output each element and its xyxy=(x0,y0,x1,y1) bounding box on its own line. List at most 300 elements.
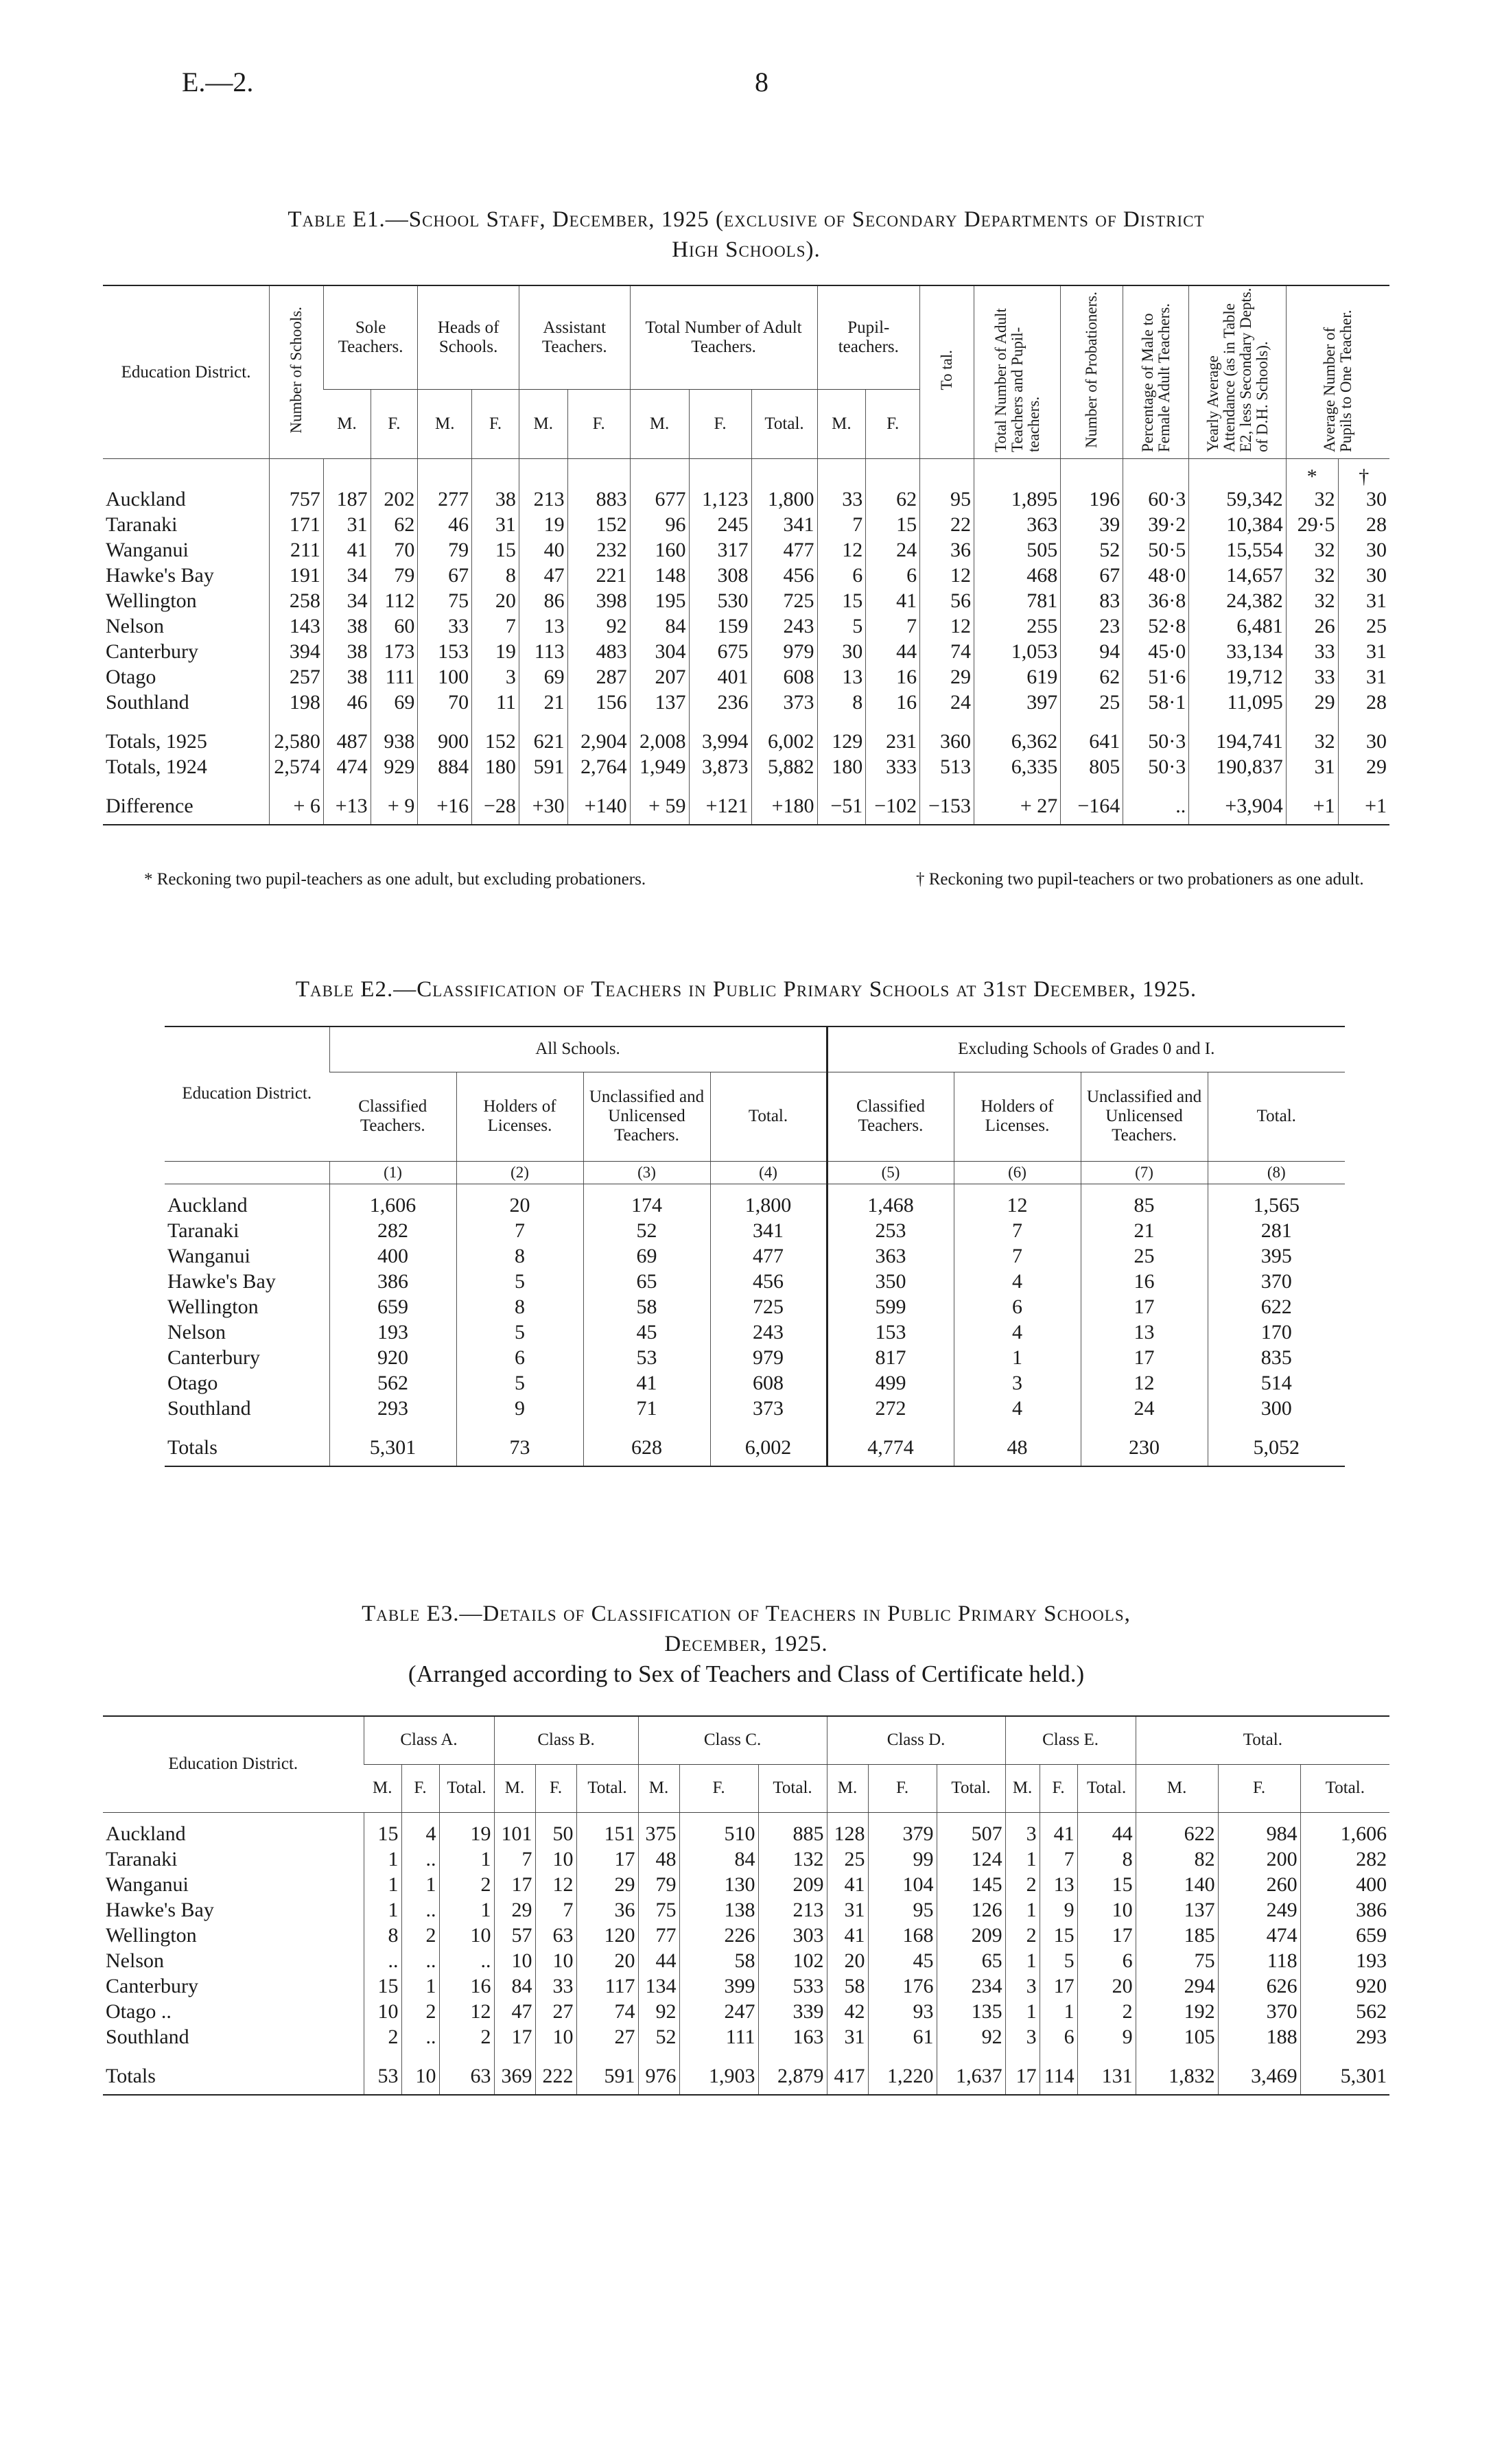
e1-value-cell: −51 xyxy=(817,779,866,825)
e1-value-cell: 84 xyxy=(630,613,689,639)
e1-value-cell: 195 xyxy=(630,588,689,613)
e3-value-cell: 417 xyxy=(827,2050,868,2095)
e3-value-cell: 5,301 xyxy=(1300,2050,1389,2095)
e1-sub-f: F. xyxy=(567,390,630,459)
e3-value-cell: 185 xyxy=(1136,1923,1218,1948)
e1-value-cell: 929 xyxy=(371,754,418,779)
e3-value-cell: 58 xyxy=(827,1973,868,1999)
e1-value-cell: 22 xyxy=(920,512,974,537)
e3-district-name: Nelson xyxy=(106,1949,164,1972)
e2-value-cell: 920 xyxy=(329,1345,456,1370)
e1-value-cell: −102 xyxy=(866,779,920,825)
e2-value-cell: 499 xyxy=(827,1370,954,1396)
e3-value-cell: 1,832 xyxy=(1136,2050,1218,2095)
e3-value-cell: 29 xyxy=(494,1897,535,1923)
e1-value-cell: 129 xyxy=(817,715,866,754)
e3-value-cell: 137 xyxy=(1136,1897,1218,1923)
e1-value-cell: 152 xyxy=(472,715,519,754)
e2-header-holders: Holders of Licenses. xyxy=(456,1072,583,1161)
table-row xyxy=(103,2024,1389,2050)
e2-value-cell: 608 xyxy=(710,1370,827,1396)
e1-value-cell: 153 xyxy=(418,639,472,664)
e3-value-cell: 2 xyxy=(439,2024,494,2050)
table-e3-title-line2: December, 1925. xyxy=(664,1632,828,1656)
e1-marker-cell xyxy=(371,459,418,487)
e1-sub-f: F. xyxy=(472,390,519,459)
e3-value-cell: 132 xyxy=(758,1846,827,1872)
e3-sub-m: M. xyxy=(1136,1764,1218,1812)
e3-value-cell: 61 xyxy=(868,2024,937,2050)
e1-value-cell: 45·0 xyxy=(1123,639,1189,664)
e1-value-cell: 62 xyxy=(371,512,418,537)
e3-value-cell: 84 xyxy=(494,1973,535,1999)
e1-value-cell: 112 xyxy=(371,588,418,613)
table-row xyxy=(165,1319,1345,1345)
e3-value-cell: 75 xyxy=(1136,1948,1218,1973)
e2-value-cell: 8 xyxy=(456,1294,583,1319)
e1-value-cell: 979 xyxy=(751,639,817,664)
e3-value-cell: 10 xyxy=(439,1923,494,1948)
e2-value-cell: 9 xyxy=(456,1396,583,1421)
table-row xyxy=(103,1812,1389,1846)
e3-value-cell: 74 xyxy=(576,1999,638,2024)
e1-marker-cell xyxy=(1061,459,1123,487)
e3-value-cell: 58 xyxy=(679,1948,758,1973)
e3-value-cell: 10 xyxy=(1077,1897,1136,1923)
e3-value-cell: 1 xyxy=(1005,1999,1040,2024)
e3-value-cell: .. xyxy=(364,1948,401,1973)
e3-value-cell: 247 xyxy=(679,1999,758,2024)
e2-value-cell: 243 xyxy=(710,1319,827,1345)
page-header xyxy=(0,66,1491,107)
e2-column-number: (8) xyxy=(1208,1161,1345,1184)
e2-value-cell: 370 xyxy=(1208,1269,1345,1294)
page-number: 8 xyxy=(755,67,768,97)
e3-value-cell: 562 xyxy=(1300,1999,1389,2024)
e2-value-cell: 835 xyxy=(1208,1345,1345,1370)
table-row xyxy=(103,563,1389,588)
e1-value-cell: 31 xyxy=(1338,588,1389,613)
e2-value-cell: 24 xyxy=(1081,1396,1208,1421)
e1-value-cell: 277 xyxy=(418,486,472,512)
e1-value-cell: 31 xyxy=(1286,754,1338,779)
e3-value-cell: 29 xyxy=(576,1872,638,1897)
e1-header-district: Education District. xyxy=(103,285,270,459)
e3-value-cell: 168 xyxy=(868,1923,937,1948)
table-row xyxy=(165,1269,1345,1294)
e1-value-cell: 24 xyxy=(920,690,974,715)
e2-value-cell: 400 xyxy=(329,1243,456,1269)
e3-value-cell: 10 xyxy=(494,1948,535,1973)
table-e1 xyxy=(103,285,1389,825)
e3-value-cell: 12 xyxy=(535,1872,576,1897)
e1-value-cell: 67 xyxy=(418,563,472,588)
e3-value-cell: 12 xyxy=(439,1999,494,2024)
e3-value-cell: 42 xyxy=(827,1999,868,2024)
table-e1-footnotes xyxy=(103,870,1389,897)
table-row xyxy=(165,1243,1345,1269)
e1-value-cell: 56 xyxy=(920,588,974,613)
e3-value-cell: 131 xyxy=(1077,2050,1136,2095)
e3-value-cell: 400 xyxy=(1300,1872,1389,1897)
e2-value-cell: 45 xyxy=(583,1319,710,1345)
e3-value-cell: 128 xyxy=(827,1812,868,1846)
e1-value-cell: 621 xyxy=(519,715,567,754)
e1-value-cell: 47 xyxy=(519,563,567,588)
e1-value-cell: 38 xyxy=(323,664,371,690)
e2-value-cell: 85 xyxy=(1081,1184,1208,1218)
e3-value-cell: 222 xyxy=(535,2050,576,2095)
e2-column-number: (4) xyxy=(710,1161,827,1184)
e2-value-cell: 7 xyxy=(954,1243,1081,1269)
e3-value-cell: 2 xyxy=(439,1872,494,1897)
e2-value-cell: 1,468 xyxy=(827,1184,954,1218)
e3-value-cell: 399 xyxy=(679,1973,758,1999)
e2-value-cell: 193 xyxy=(329,1319,456,1345)
e2-value-cell: 562 xyxy=(329,1370,456,1396)
e1-district-name: Totals, 1924 xyxy=(106,755,207,778)
e3-value-cell: 75 xyxy=(638,1897,679,1923)
e2-value-cell: 52 xyxy=(583,1218,710,1243)
e1-marker-cell xyxy=(519,459,567,487)
e1-value-cell: 31 xyxy=(323,512,371,537)
e1-value-cell: 675 xyxy=(689,639,751,664)
e3-value-cell: 13 xyxy=(1040,1872,1077,1897)
e3-value-cell: 10 xyxy=(364,1999,401,2024)
e3-value-cell: 885 xyxy=(758,1812,827,1846)
e1-value-cell: 10,384 xyxy=(1189,512,1287,537)
e3-value-cell: 63 xyxy=(535,1923,576,1948)
e1-value-cell: 6,002 xyxy=(751,715,817,754)
e1-value-cell: 28 xyxy=(1338,512,1389,537)
e2-value-cell: 5 xyxy=(456,1319,583,1345)
e1-value-cell: 19 xyxy=(519,512,567,537)
e1-value-cell: 34 xyxy=(323,588,371,613)
e1-header-pupil-total: To tal. xyxy=(920,285,974,459)
e1-value-cell: 79 xyxy=(418,537,472,563)
table-e3-title xyxy=(103,1599,1389,1689)
e3-value-cell: 10 xyxy=(535,2024,576,2050)
e3-value-cell: 126 xyxy=(937,1897,1005,1923)
e3-district-name: Wellington xyxy=(106,1923,197,1947)
e3-value-cell: 1 xyxy=(1005,1846,1040,1872)
e3-sub-total: Total. xyxy=(1300,1764,1389,1812)
e1-district-name: Auckland xyxy=(106,488,186,511)
e3-value-cell: 118 xyxy=(1218,1948,1300,1973)
e3-value-cell: 249 xyxy=(1218,1897,1300,1923)
e2-column-number: (7) xyxy=(1081,1161,1208,1184)
e2-value-cell: 817 xyxy=(827,1345,954,1370)
table-e3-title-line1: Table E3.—Details of Classification of Teachers in Public Primary Schools, xyxy=(362,1601,1131,1626)
e1-value-cell: 92 xyxy=(567,613,630,639)
e1-value-cell: 50·3 xyxy=(1123,715,1189,754)
e2-value-cell: 174 xyxy=(583,1184,710,1218)
e3-header-class: Total. xyxy=(1136,1716,1389,1764)
e3-value-cell: 48 xyxy=(638,1846,679,1872)
e2-header-classified: Classified Teachers. xyxy=(329,1072,456,1161)
e1-value-cell: 148 xyxy=(630,563,689,588)
e2-column-number: (5) xyxy=(827,1161,954,1184)
e3-value-cell: 95 xyxy=(868,1897,937,1923)
e1-value-cell: 24,382 xyxy=(1189,588,1287,613)
e1-value-cell: 36 xyxy=(920,537,974,563)
e3-value-cell: 17 xyxy=(494,2024,535,2050)
e2-value-cell: 65 xyxy=(583,1269,710,1294)
e1-value-cell: 19,712 xyxy=(1189,664,1287,690)
e3-district-name: Canterbury xyxy=(106,1974,198,1997)
e3-sub-f: F. xyxy=(1040,1764,1077,1812)
e3-value-cell: 188 xyxy=(1218,2024,1300,2050)
e1-district-name: Taranaki xyxy=(106,513,178,536)
e1-value-cell: 287 xyxy=(567,664,630,690)
e1-marker-cell xyxy=(689,459,751,487)
e3-value-cell: 92 xyxy=(638,1999,679,2024)
e3-value-cell: 79 xyxy=(638,1872,679,1897)
e2-value-cell: 16 xyxy=(1081,1269,1208,1294)
e2-value-cell: 725 xyxy=(710,1294,827,1319)
table-row xyxy=(103,1999,1389,2024)
e2-value-cell: 1 xyxy=(954,1345,1081,1370)
e2-value-cell: 281 xyxy=(1208,1218,1345,1243)
e2-value-cell: 6 xyxy=(456,1345,583,1370)
e2-district-name: Otago xyxy=(167,1371,218,1394)
e1-value-cell: 180 xyxy=(817,754,866,779)
e1-value-cell: 257 xyxy=(270,664,324,690)
table-row xyxy=(103,486,1389,512)
e3-value-cell: 7 xyxy=(494,1846,535,1872)
e1-value-cell: −153 xyxy=(920,779,974,825)
e1-value-cell: 1,053 xyxy=(974,639,1060,664)
e3-value-cell: 82 xyxy=(1136,1846,1218,1872)
e2-value-cell: 230 xyxy=(1081,1421,1208,1466)
e1-value-cell: 86 xyxy=(519,588,567,613)
e1-value-cell: 2,574 xyxy=(270,754,324,779)
e3-sub-total: Total. xyxy=(758,1764,827,1812)
e1-value-cell: 12 xyxy=(920,563,974,588)
e3-value-cell: 294 xyxy=(1136,1973,1218,1999)
e3-value-cell: 1,903 xyxy=(679,2050,758,2095)
table-row xyxy=(165,1396,1345,1421)
e1-header-total-adult-pupil: Total Number of Adult Teachers and Pupil-teachers. xyxy=(974,285,1060,459)
e1-value-cell: 40 xyxy=(519,537,567,563)
e3-value-cell: 102 xyxy=(758,1948,827,1973)
e1-header-total-adult: Total Number of Adult Teachers. xyxy=(630,285,817,390)
e1-dagger-marker: † xyxy=(1338,459,1389,487)
e1-marker-cell xyxy=(920,459,974,487)
e1-sub-m: M. xyxy=(323,390,371,459)
e1-value-cell: 231 xyxy=(866,715,920,754)
e3-sub-f: F. xyxy=(868,1764,937,1812)
e1-value-cell: 21 xyxy=(519,690,567,715)
e3-value-cell: 36 xyxy=(576,1897,638,1923)
e3-value-cell: .. xyxy=(401,1897,439,1923)
e1-value-cell: 31 xyxy=(1338,664,1389,690)
e1-value-cell: 33 xyxy=(1286,639,1338,664)
e1-value-cell: 232 xyxy=(567,537,630,563)
e1-sub-f: F. xyxy=(371,390,418,459)
e2-header-excluding: Excluding Schools of Grades 0 and I. xyxy=(827,1026,1345,1072)
e3-value-cell: 3,469 xyxy=(1218,2050,1300,2095)
e2-value-cell: 300 xyxy=(1208,1396,1345,1421)
e2-value-cell: 48 xyxy=(954,1421,1081,1466)
e2-header-classified: Classified Teachers. xyxy=(827,1072,954,1161)
e2-column-number: (3) xyxy=(583,1161,710,1184)
e1-value-cell: 2,904 xyxy=(567,715,630,754)
e1-value-cell: 171 xyxy=(270,512,324,537)
e1-value-cell: 397 xyxy=(974,690,1060,715)
e2-value-cell: 253 xyxy=(827,1218,954,1243)
e2-value-cell: 6,002 xyxy=(710,1421,827,1466)
e1-value-cell: 6,481 xyxy=(1189,613,1287,639)
e1-value-cell: 1,949 xyxy=(630,754,689,779)
e3-sub-f: F. xyxy=(679,1764,758,1812)
e1-value-cell: 474 xyxy=(323,754,371,779)
e1-value-cell: 15 xyxy=(866,512,920,537)
e2-value-cell: 4 xyxy=(954,1269,1081,1294)
e1-value-cell: 44 xyxy=(866,639,920,664)
e3-value-cell: 3 xyxy=(1005,1812,1040,1846)
e1-value-cell: 75 xyxy=(418,588,472,613)
e1-value-cell: 59,342 xyxy=(1189,486,1287,512)
e3-value-cell: 920 xyxy=(1300,1973,1389,1999)
e1-value-cell: 900 xyxy=(418,715,472,754)
e3-value-cell: 93 xyxy=(868,1999,937,2024)
e2-header-unclassified: Unclassified and Unlicensed Teachers. xyxy=(1081,1072,1208,1161)
e1-value-cell: 33 xyxy=(1286,664,1338,690)
e1-value-cell: 160 xyxy=(630,537,689,563)
e3-value-cell: 209 xyxy=(758,1872,827,1897)
table-row xyxy=(103,588,1389,613)
e3-value-cell: 370 xyxy=(1218,1999,1300,2024)
e2-value-cell: 7 xyxy=(954,1218,1081,1243)
e1-value-cell: 757 xyxy=(270,486,324,512)
e3-value-cell: 84 xyxy=(679,1846,758,1872)
e3-value-cell: 6 xyxy=(1077,1948,1136,1973)
e1-value-cell: 304 xyxy=(630,639,689,664)
e3-value-cell: 303 xyxy=(758,1923,827,1948)
e1-value-cell: 14,657 xyxy=(1189,563,1287,588)
e3-value-cell: 63 xyxy=(439,2050,494,2095)
e1-header-attendance: Yearly Average Attendance (as in Table E2, less Secondary Depts. of D.H. Schools). xyxy=(1189,285,1287,459)
e3-value-cell: 10 xyxy=(535,1948,576,1973)
e3-value-cell: 507 xyxy=(937,1812,1005,1846)
e1-value-cell: 180 xyxy=(472,754,519,779)
e3-value-cell: 7 xyxy=(535,1897,576,1923)
e1-value-cell: 1,895 xyxy=(974,486,1060,512)
e3-value-cell: 7 xyxy=(1040,1846,1077,1872)
e3-value-cell: 140 xyxy=(1136,1872,1218,1897)
e1-value-cell: 2,764 xyxy=(567,754,630,779)
e1-value-cell: + 6 xyxy=(270,779,324,825)
e2-value-cell: 1,800 xyxy=(710,1184,827,1218)
e3-value-cell: 44 xyxy=(638,1948,679,1973)
e1-value-cell: 30 xyxy=(1338,715,1389,754)
e1-district-name: Wanganui xyxy=(106,539,189,561)
e2-district-name: Hawke's Bay xyxy=(167,1269,276,1293)
table-e1-title xyxy=(103,204,1389,265)
e1-value-cell: 51·6 xyxy=(1123,664,1189,690)
e3-value-cell: 15 xyxy=(364,1812,401,1846)
e3-value-cell: 1 xyxy=(439,1846,494,1872)
e1-value-cell: 505 xyxy=(974,537,1060,563)
e2-value-cell: 386 xyxy=(329,1269,456,1294)
e1-value-cell: 152 xyxy=(567,512,630,537)
e3-value-cell: 1,220 xyxy=(868,2050,937,2095)
e1-value-cell: 187 xyxy=(323,486,371,512)
e3-sub-m: M. xyxy=(364,1764,401,1812)
e3-value-cell: 510 xyxy=(679,1812,758,1846)
e1-value-cell: 29 xyxy=(920,664,974,690)
e1-value-cell: 6,362 xyxy=(974,715,1060,754)
e1-sub-total: Total. xyxy=(751,390,817,459)
e1-marker-cell xyxy=(323,459,371,487)
e3-value-cell: .. xyxy=(401,1846,439,1872)
e2-column-number: (6) xyxy=(954,1161,1081,1184)
e3-value-cell: 65 xyxy=(937,1948,1005,1973)
e1-value-cell: 83 xyxy=(1061,588,1123,613)
e3-value-cell: 17 xyxy=(494,1872,535,1897)
e1-marker-cell xyxy=(974,459,1060,487)
e3-value-cell: 10 xyxy=(401,2050,439,2095)
e3-value-cell: 1 xyxy=(364,1872,401,1897)
e1-marker-cell xyxy=(817,459,866,487)
e1-value-cell: 363 xyxy=(974,512,1060,537)
e1-value-cell: 52 xyxy=(1061,537,1123,563)
e3-header-class: Class A. xyxy=(364,1716,494,1764)
e3-header-class: Class B. xyxy=(494,1716,638,1764)
table-e2 xyxy=(165,1026,1345,1467)
e1-marker-row xyxy=(103,459,1389,487)
e1-marker-cell xyxy=(472,459,519,487)
e1-value-cell: 7 xyxy=(866,613,920,639)
e1-value-cell: 25 xyxy=(1338,613,1389,639)
e1-value-cell: 5,882 xyxy=(751,754,817,779)
e3-value-cell: 1,637 xyxy=(937,2050,1005,2095)
e1-value-cell: +121 xyxy=(689,779,751,825)
e2-district-name: Nelson xyxy=(167,1320,226,1344)
e1-value-cell: 41 xyxy=(866,588,920,613)
e3-value-cell: 386 xyxy=(1300,1897,1389,1923)
e1-value-cell: 29·5 xyxy=(1286,512,1338,537)
e3-value-cell: 111 xyxy=(679,2024,758,2050)
e1-value-cell: .. xyxy=(1123,779,1189,825)
e1-value-cell: +30 xyxy=(519,779,567,825)
e1-value-cell: +1 xyxy=(1338,779,1389,825)
e3-value-cell: 1 xyxy=(439,1897,494,1923)
e3-value-cell: 2 xyxy=(1005,1923,1040,1948)
e1-header-sole: Sole Teachers. xyxy=(323,285,417,390)
e1-value-cell: 32 xyxy=(1286,563,1338,588)
e1-value-cell: 805 xyxy=(1061,754,1123,779)
e2-value-cell: 622 xyxy=(1208,1294,1345,1319)
e2-value-cell: 363 xyxy=(827,1243,954,1269)
e3-value-cell: 2 xyxy=(401,1999,439,2024)
e1-district-name: Difference xyxy=(103,779,270,825)
e1-value-cell: 3,994 xyxy=(689,715,751,754)
e2-district-name: Totals xyxy=(165,1421,329,1466)
e1-value-cell: 15,554 xyxy=(1189,537,1287,563)
e1-value-cell: −28 xyxy=(472,779,519,825)
table-row xyxy=(103,1872,1389,1897)
e2-value-cell: 21 xyxy=(1081,1218,1208,1243)
table-e2-title: Table E2.—Classification of Teachers in Public Primary Schools at 31st December, 1925. xyxy=(295,977,1197,1002)
e1-value-cell: 23 xyxy=(1061,613,1123,639)
e3-value-cell: 41 xyxy=(827,1923,868,1948)
e2-value-cell: 41 xyxy=(583,1370,710,1396)
e1-value-cell: 5 xyxy=(817,613,866,639)
e1-value-cell: 487 xyxy=(323,715,371,754)
e1-value-cell: 308 xyxy=(689,563,751,588)
